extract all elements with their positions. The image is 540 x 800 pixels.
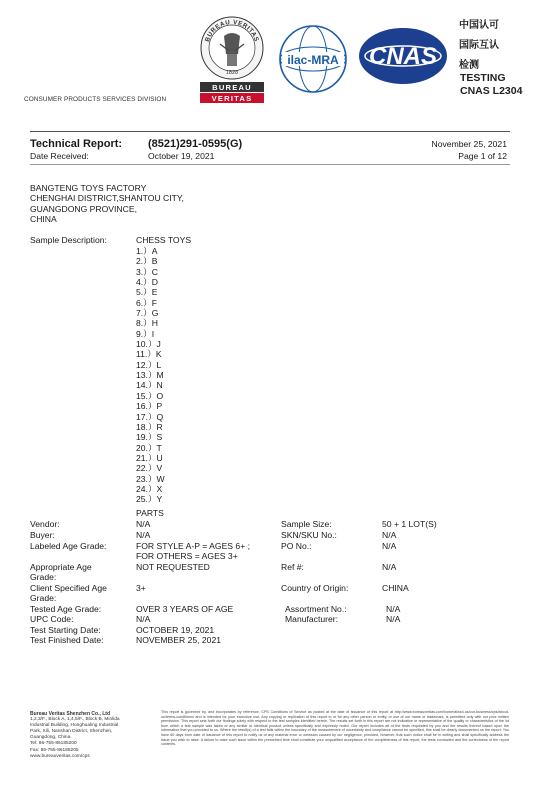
client-age-label-cont: Grade:	[30, 593, 57, 603]
po-value: N/A	[382, 541, 397, 551]
appropriate-age-label-cont: Grade:	[30, 572, 57, 582]
footer-disclaimer: This report is governed by, and incorporates by reference, CPS Conditions of Service as posted at the date of issuance of this report at http://www.bureauveritas.com/home/about-us/our-business/cps/about-us/terms-conditions/ and is intended for your exclusive use. Any copying or replication of this report to or for any other person or entity, or use of our name or trademark, is permitted only with our prior written permission. This report sets forth our findings solely with respect to the test samples identified herein. The results set forth in this report are not indicative or representative of the quality or characteristics of the lot from which a test sample was taken or any similar or identical product unless specifically and expressly noted. Our report includes all of the tests requested by you and the results thereof based upon the information that you provided to us. Where the result(s) of a test falls within the boundary of the measurement of uncertainty and compliance cannot be specified, this shall be clearly documented on the report. You have 60 days from date of issuance of this report to notify us of any material error or omission caused by our negligence; provided, however, that such notice shall be in writing and shall specifically address the issue you wish to raise. A failure to raise such issue within the prescribed time shall constitute your unqualified acceptance of the completeness of this report, the tests conducted and the correctness of the report contents.	[161, 710, 509, 747]
report-date: November 25, 2021	[431, 139, 507, 149]
labeled-age-value-2: FOR OTHERS = AGES 3+	[136, 551, 238, 561]
test-start-value: OCTOBER 19, 2021	[136, 625, 215, 635]
sample-title: CHESS TOYS	[136, 235, 192, 245]
sample-item-list	[136, 246, 165, 505]
testing-label: TESTING	[460, 72, 506, 84]
sample-item: 21.）U	[136, 452, 163, 463]
vendor-value: N/A	[136, 519, 151, 529]
labeled-age-value-1: FOR STYLE A-P = AGES 6+ ;	[136, 541, 250, 551]
client-age-value: 3+	[136, 583, 146, 593]
date-received-label: Date Received:	[30, 151, 89, 161]
sample-item: 18.）R	[136, 421, 163, 432]
footer-web: www.bureauveritas.com/cps	[30, 753, 90, 759]
sample-parts: PARTS	[136, 508, 164, 518]
labeled-age-label: Labeled Age Grade:	[30, 541, 107, 551]
technical-report-label: Technical Report:	[30, 138, 123, 150]
cnas-logo	[357, 26, 449, 86]
cnas-number: CNAS L2304	[460, 85, 523, 97]
sample-item: 9.）I	[136, 328, 155, 339]
cn-accreditation-line-3: 检测	[459, 60, 479, 71]
sample-item: 25.）Y	[136, 494, 163, 505]
footer-company-block	[30, 711, 150, 760]
cn-accreditation-line-1: 中国认可	[459, 20, 499, 31]
footer-tel: Tel: 86-755-86185200	[30, 741, 77, 747]
footer-address-line: Park, Xili, Nanshan District, Shenzhen,	[30, 729, 113, 735]
ilac-mra-logo	[276, 24, 350, 94]
sample-item: 8.）H	[136, 318, 158, 329]
po-label: PO No.:	[281, 541, 312, 551]
bureau-veritas-logo	[196, 14, 268, 106]
test-finish-label: Test Finished Date:	[30, 635, 104, 645]
sample-item: 1.）A	[136, 246, 158, 256]
sample-item: 12.）L	[136, 359, 162, 370]
client-age-label: Client Specified Age	[30, 583, 107, 593]
page-number: Page 1 of 12	[458, 151, 507, 161]
sample-item: 11.）K	[136, 349, 162, 360]
footer-address-line: 1,2,3/F., Block A, 1,4,5/F., Block B, Minlida	[30, 717, 120, 723]
assortment-value: N/A	[386, 604, 401, 614]
division-label: CONSUMER PRODUCTS SERVICES DIVISION	[24, 96, 167, 103]
bv-logo-word-veritas: VERITAS	[211, 94, 253, 103]
cn-accreditation-line-2: 国际互认	[459, 40, 499, 51]
tested-age-label: Tested Age Grade:	[30, 604, 102, 614]
vendor-label: Vendor:	[30, 519, 60, 529]
test-start-label: Test Starting Date:	[30, 625, 101, 635]
meta-rule	[30, 164, 510, 165]
report-number: (8521)291-0595(G)	[148, 138, 243, 150]
upc-value: N/A	[136, 614, 151, 624]
sample-item: 7.）G	[136, 308, 159, 319]
sample-description-label: Sample Description:	[30, 235, 107, 245]
test-finish-value: NOVEMBER 25, 2021	[136, 635, 222, 645]
buyer-value: N/A	[136, 530, 151, 540]
footer-address-line: Industrial Building, Honghualing Industrial	[30, 723, 119, 729]
appropriate-age-label: Appropriate Age	[30, 562, 92, 572]
sample-item: 3.）C	[136, 266, 158, 277]
sample-item: 10.）J	[136, 339, 161, 350]
sample-item: 22.）V	[136, 463, 163, 474]
sample-item: 24.）X	[136, 483, 163, 494]
header-rule	[30, 131, 510, 132]
sample-item: 4.）D	[136, 277, 158, 288]
tested-age-value: OVER 3 YEARS OF AGE	[136, 604, 234, 614]
sample-item: 19.）S	[136, 432, 163, 443]
bv-logo-arc-text: BUREAU VERITAS	[203, 18, 261, 43]
ref-value: N/A	[382, 562, 397, 572]
address-line: CHENGHAI DISTRICT,SHANTOU CITY,	[30, 193, 184, 204]
sample-size-label: Sample Size:	[281, 519, 332, 529]
bv-logo-year: 1828	[225, 70, 239, 76]
buyer-label: Buyer:	[30, 530, 55, 540]
date-received-value: October 19, 2021	[148, 151, 215, 161]
sample-item: 23.）W	[136, 473, 165, 484]
sample-size-value: 50 + 1 LOT(S)	[382, 519, 437, 529]
sample-item: 17.）Q	[136, 411, 164, 422]
address-line: BANGTENG TOYS FACTORY	[30, 183, 147, 193]
sample-item: 13.）M	[136, 370, 164, 381]
sample-item: 20.）T	[136, 442, 162, 453]
assortment-label: Assortment No.:	[285, 604, 347, 614]
address-line: GUANGDONG PROVINCE,	[30, 203, 137, 214]
manufacturer-value: N/A	[386, 614, 401, 624]
appropriate-age-value: NOT REQUESTED	[136, 562, 210, 572]
sample-item: 15.）O	[136, 390, 164, 401]
ref-label: Ref #:	[281, 562, 304, 572]
sample-item: 5.）E	[136, 287, 158, 298]
sample-item: 14.）N	[136, 380, 163, 391]
footer-address-line: Guangdong, China.	[30, 735, 72, 741]
client-address	[30, 183, 184, 225]
footer-company-name: Bureau Veritas Shenzhen Co., Ltd	[30, 711, 111, 717]
footer-fax: Fax: 86-755-86185205	[30, 747, 79, 753]
ilac-logo-text: ilac-MRA	[287, 53, 339, 67]
manufacturer-label: Manufacturer:	[285, 614, 339, 624]
bv-logo-word-bureau: BUREAU	[212, 83, 252, 92]
origin-value: CHINA	[382, 583, 409, 593]
skn-value: N/A	[382, 530, 397, 540]
sample-item: 6.）F	[136, 297, 158, 308]
skn-label: SKN/SKU No.:	[281, 530, 337, 540]
sample-item: 16.）P	[136, 401, 163, 412]
address-line: CHINA	[30, 214, 57, 225]
upc-label: UPC Code:	[30, 614, 74, 624]
cnas-logo-text: CNAS	[368, 43, 438, 70]
origin-label: Country of Origin:	[281, 583, 349, 593]
sample-item: 2.）B	[136, 256, 158, 267]
